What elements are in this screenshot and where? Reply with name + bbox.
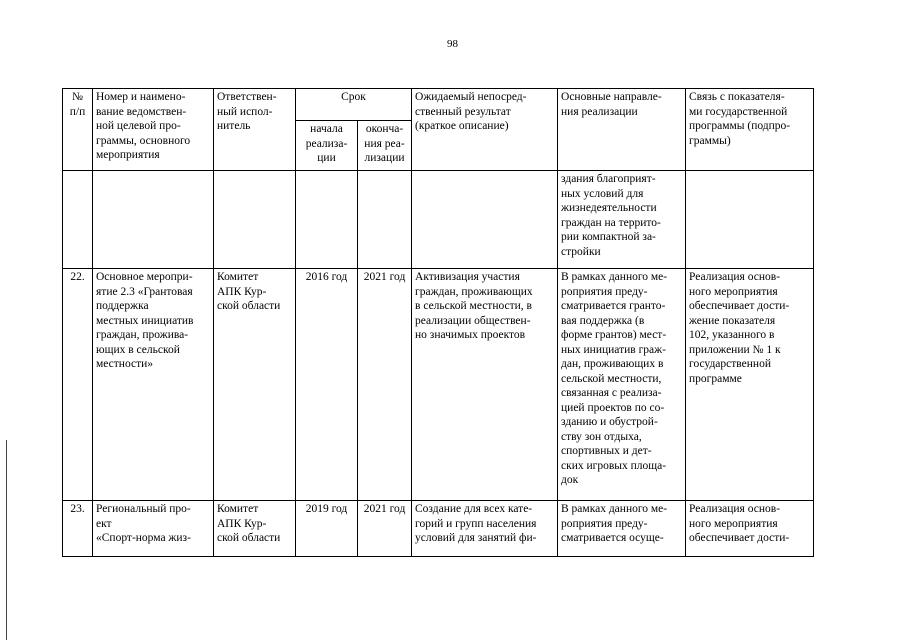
row-directions: В рамках данного ме- роприятия преду- сматривается гранто- вая поддержка (в форме грантов) мест- ных инициатив граж- дан, проживающих в сельской местности, связанная с реализа- цией проектов по со- зданию и обустрой- ству зон отдыха, спортивных и дет- ских игровых площа- док [558,269,686,501]
row-result: Создание для всех кате- горий и групп населения условий для занятий фи- [412,501,558,557]
header-row-1 [63,89,814,121]
header-result: Ожидаемый непосред- ственный результат (краткое описание) [412,89,558,171]
row-name: Региональный про- ект «Спорт-норма жиз- [93,501,214,557]
header-end: оконча- ния реа- лизации [358,121,412,171]
row-responsible: Комитет АПК Кур- ской области [214,269,296,501]
header-responsible: Ответствен- ный испол- нитель [214,89,296,171]
row-directions: В рамках данного ме- роприятия преду- сматривается осуще- [558,501,686,557]
header-directions: Основные направле- ния реализации [558,89,686,171]
continuation-directions: здания благоприят- ных условий для жизнедеятельности граждан на террито- рии компактной за- стройки [558,171,686,269]
header-link: Связь с показателя- ми государственной программы (подпро- граммы) [686,89,814,171]
row-link: Реализация основ- ного мероприятия обеспечивает дости- жение показателя 102, указанного в приложении № 1 к государственной программе [686,269,814,501]
continuation-row [63,171,814,269]
row-result: Активизация участия граждан, проживающих в сельской местности, в реализации обществен- но значимых проектов [412,269,558,501]
row-name: Основное меропри- ятие 2.3 «Грантовая поддержка местных инициатив граждан, прожива- ющих в сельской местности» [93,269,214,501]
header-name: Номер и наимено- вание ведомствен- ной целевой про- граммы, основного мероприятия [93,89,214,171]
page-number: 98 [447,38,458,50]
row-start: 2016 год [296,269,358,501]
row-end: 2021 год [358,269,412,501]
table-row [63,269,814,501]
table-row [63,501,814,557]
header-start: начала реализа- ции [296,121,358,171]
header-num: № п/п [63,89,93,171]
margin-rule [6,440,7,640]
measures-table [62,88,814,557]
row-num: 23. [63,501,93,557]
row-num: 22. [63,269,93,501]
row-responsible: Комитет АПК Кур- ской области [214,501,296,557]
row-link: Реализация основ- ного мероприятия обеспечивает дости- [686,501,814,557]
header-term: Срок [296,89,412,121]
row-start: 2019 год [296,501,358,557]
row-end: 2021 год [358,501,412,557]
